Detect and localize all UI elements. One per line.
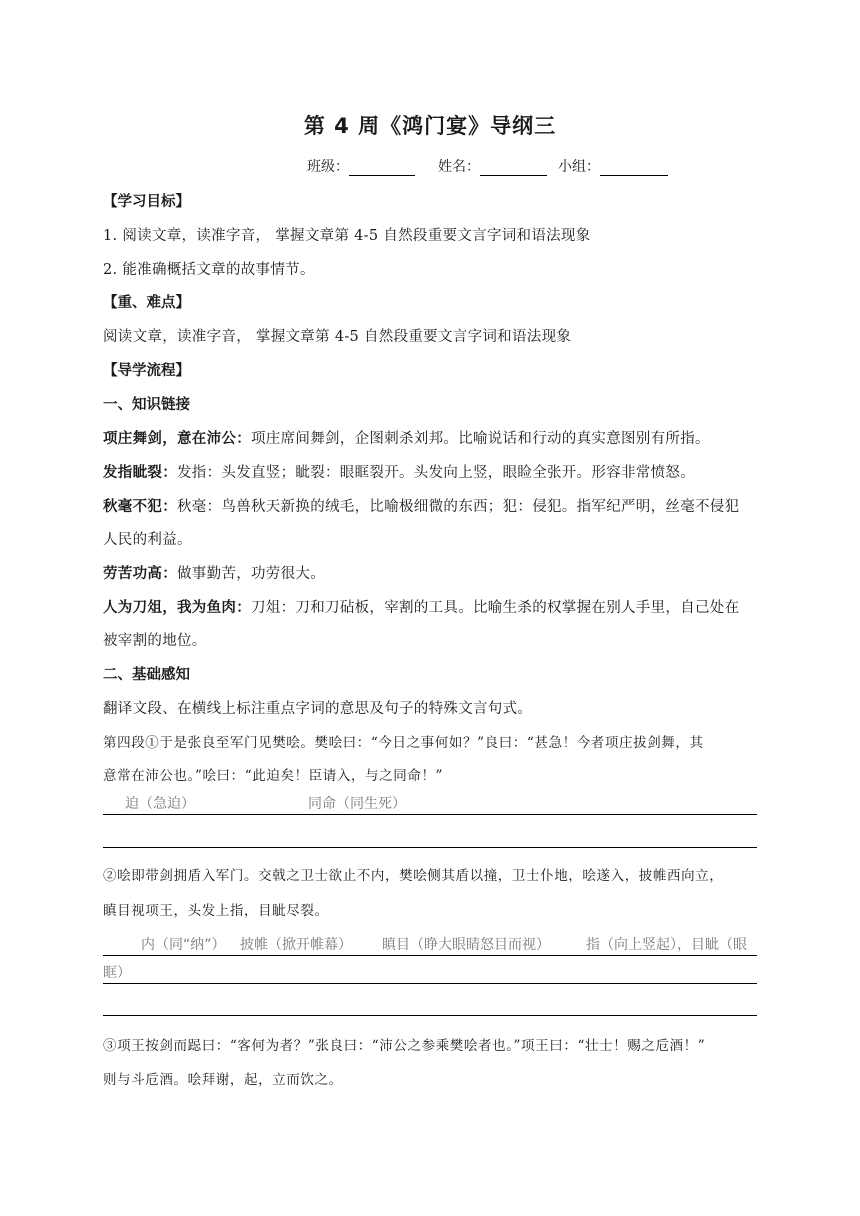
idiom-definition-cont: 被宰割的地位。 <box>103 633 207 649</box>
answer-line[interactable] <box>103 959 757 984</box>
idiom-item <box>103 461 695 482</box>
group-field <box>558 156 668 176</box>
class-field <box>307 156 415 176</box>
answer-text: 同命（同生死） <box>308 796 406 812</box>
answer-line-blank[interactable] <box>103 1015 757 1016</box>
name-blank[interactable] <box>480 159 547 176</box>
idiom-item <box>103 562 325 583</box>
group-blank[interactable] <box>600 159 668 176</box>
idiom-term: 秋毫不犯： <box>103 499 177 515</box>
name-field <box>438 156 547 176</box>
class-blank[interactable] <box>349 159 415 176</box>
passage-para4-line2: 意常在沛公也。”哙曰：“此迫矣！臣请入，与之同命！” <box>103 768 444 784</box>
answer-text: 迫（急迫） <box>125 796 195 812</box>
answer-text: 眶） <box>103 965 131 981</box>
part2-header: 二、基础感知 <box>103 667 190 683</box>
part1-header: 一、知识链接 <box>103 397 190 413</box>
answer-text: 披帷（掀开帷幕） <box>240 937 352 953</box>
passage-para2-line1: ②哙即带剑拥盾入军门。交戟之卫士欲止不内，樊哙侧其盾以撞，卫士仆地，哙遂入，披帷西向立， <box>103 868 724 884</box>
objective-1: 1. 阅读文章，读准字音， 掌握文章第 4-5 自然段重要文言字词和语法现象 <box>103 228 591 244</box>
page-title: 第 4 周《鸿门宴》导纲三 <box>303 114 557 138</box>
keypoints-text: 阅读文章，读准字音， 掌握文章第 4-5 自然段重要文言字词和语法现象 <box>103 329 572 345</box>
answer-text: 内（同“纳”） <box>141 937 226 953</box>
keypoints-header: 【重、难点】 <box>103 295 190 311</box>
idiom-definition: 刀俎：刀和刀砧板，宰割的工具。比喻生杀的权掌握在别人手里，自己处在 <box>251 600 740 616</box>
idiom-definition: 做事勤苦，功劳很大。 <box>177 566 325 582</box>
name-label: 姓名： <box>438 159 480 175</box>
group-label: 小组： <box>558 159 600 175</box>
idiom-definition: 项庄席间舞剑，企图刺杀刘邦。比喻说话和行动的真实意图别有所指。 <box>251 431 710 447</box>
answer-line-blank[interactable] <box>103 847 757 848</box>
answer-line[interactable] <box>103 790 757 815</box>
idiom-term: 发指眦裂： <box>103 465 177 481</box>
passage-para3-line1: ③项王按剑而跽曰：“客何为者？”张良曰：“沛公之参乘樊哙者也。”项王曰：“壮士！赐之卮酒！” <box>103 1038 706 1054</box>
passage-para4-line1: 第四段①于是张良至军门见樊哙。樊哙曰：“今日之事何如？”良曰：“甚急！今者项庄拔剑舞，其 <box>103 735 704 751</box>
idiom-item <box>103 495 739 516</box>
passage-para3-line2: 则与斗卮酒。哙拜谢，起，立而饮之。 <box>103 1072 343 1088</box>
part2-instruction: 翻译文段、在横线上标注重点字词的意思及句子的特殊文言句式。 <box>103 701 533 717</box>
answer-text: 瞋目（睁大眼睛怒目而视） <box>382 937 550 953</box>
passage-para2-line2: 瞋目视项王，头发上指，目眦尽裂。 <box>103 903 329 919</box>
answer-line[interactable] <box>103 931 757 956</box>
objective-2: 2. 能准确概括文章的故事情节。 <box>103 262 315 278</box>
process-header: 【导学流程】 <box>103 363 190 379</box>
idiom-term: 劳苦功高： <box>103 566 177 582</box>
answer-text: 指（向上竖起），目眦（眼 <box>586 937 747 953</box>
idiom-item <box>103 427 710 448</box>
objectives-header: 【学习目标】 <box>103 194 190 210</box>
idiom-term: 人为刀俎，我为鱼肉： <box>103 600 251 616</box>
class-label: 班级： <box>307 159 349 175</box>
idiom-definition: 秋毫：鸟兽秋天新换的绒毛，比喻极细微的东西；犯：侵犯。指军纪严明，丝毫不侵犯 <box>177 499 740 515</box>
idiom-definition: 发指：头发直竖；眦裂：眼眶裂开。头发向上竖，眼睑全张开。形容非常愤怒。 <box>177 465 695 481</box>
idiom-definition-cont: 人民的利益。 <box>103 532 192 548</box>
idiom-item <box>103 596 739 617</box>
idiom-term: 项庄舞剑，意在沛公： <box>103 431 251 447</box>
